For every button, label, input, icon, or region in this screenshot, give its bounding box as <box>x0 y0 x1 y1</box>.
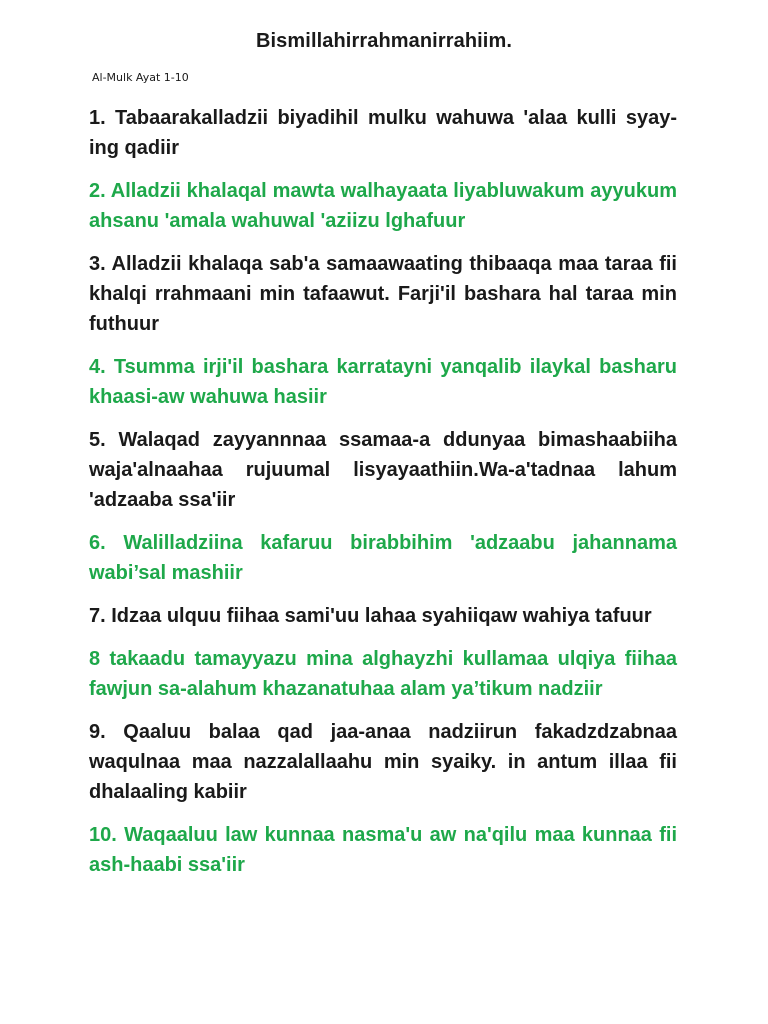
verse-10: 10. Waqaaluu law kunnaa nasma'u aw na'qilu maa kunnaa fii ash-haabi ssa'iir <box>89 824 677 876</box>
verse-8: 8 takaadu tamayyazu mina alghayzhi kullamaa ulqiya fiihaa fawjun sa-alahum khazanatuhaa alam ya’tikum nadziir <box>89 648 677 700</box>
verse-6: 6. Walilladziina kafaruu birabbihim 'adzaabu jahannama wabi’sal mashiir <box>89 532 677 584</box>
verse-9: 9. Qaaluu balaa qad jaa-anaa nadziirun fakadzdzabnaa waqulnaa maa nazzalallaahu min syaiky. in antum illaa fii dhalaaling kabiir <box>89 721 677 803</box>
page-title: Bismillahirrahmanirrahiim. <box>255 30 513 52</box>
verse-list <box>89 103 677 893</box>
verse-2: 2. Alladzii khalaqal mawta walhayaata liyabluwakum ayyukum ahsanu 'amala wahuwal 'aziizu lghafuur <box>89 180 677 232</box>
page-subtitle: Al-Mulk Ayat 1-10 <box>92 71 189 84</box>
verse-4: 4. Tsumma irji'il bashara karratayni yanqalib ilaykal basharu khaasi-aw wahuwa hasiir <box>89 356 677 408</box>
verse-5: 5. Walaqad zayyannnaa ssamaa-a ddunyaa bimashaabiiha waja'alnaahaa rujuumal lisyayaathiin.Wa-a'tadnaa lahum 'adzaaba ssa'iir <box>89 429 677 511</box>
verse-3: 3. Alladzii khalaqa sab'a samaawaating thibaaqa maa taraa fii khalqi rrahmaani min tafaawut. Farji'il bashara hal taraa min futhuur <box>89 253 677 335</box>
verse-1: 1. Tabaarakalladzii biyadihil mulku wahuwa 'alaa kulli syay-ing qadiir <box>89 107 677 159</box>
verse-7: 7. Idzaa ulquu fiihaa sami'uu lahaa syahiiqaw wahiya tafuur <box>89 605 652 627</box>
